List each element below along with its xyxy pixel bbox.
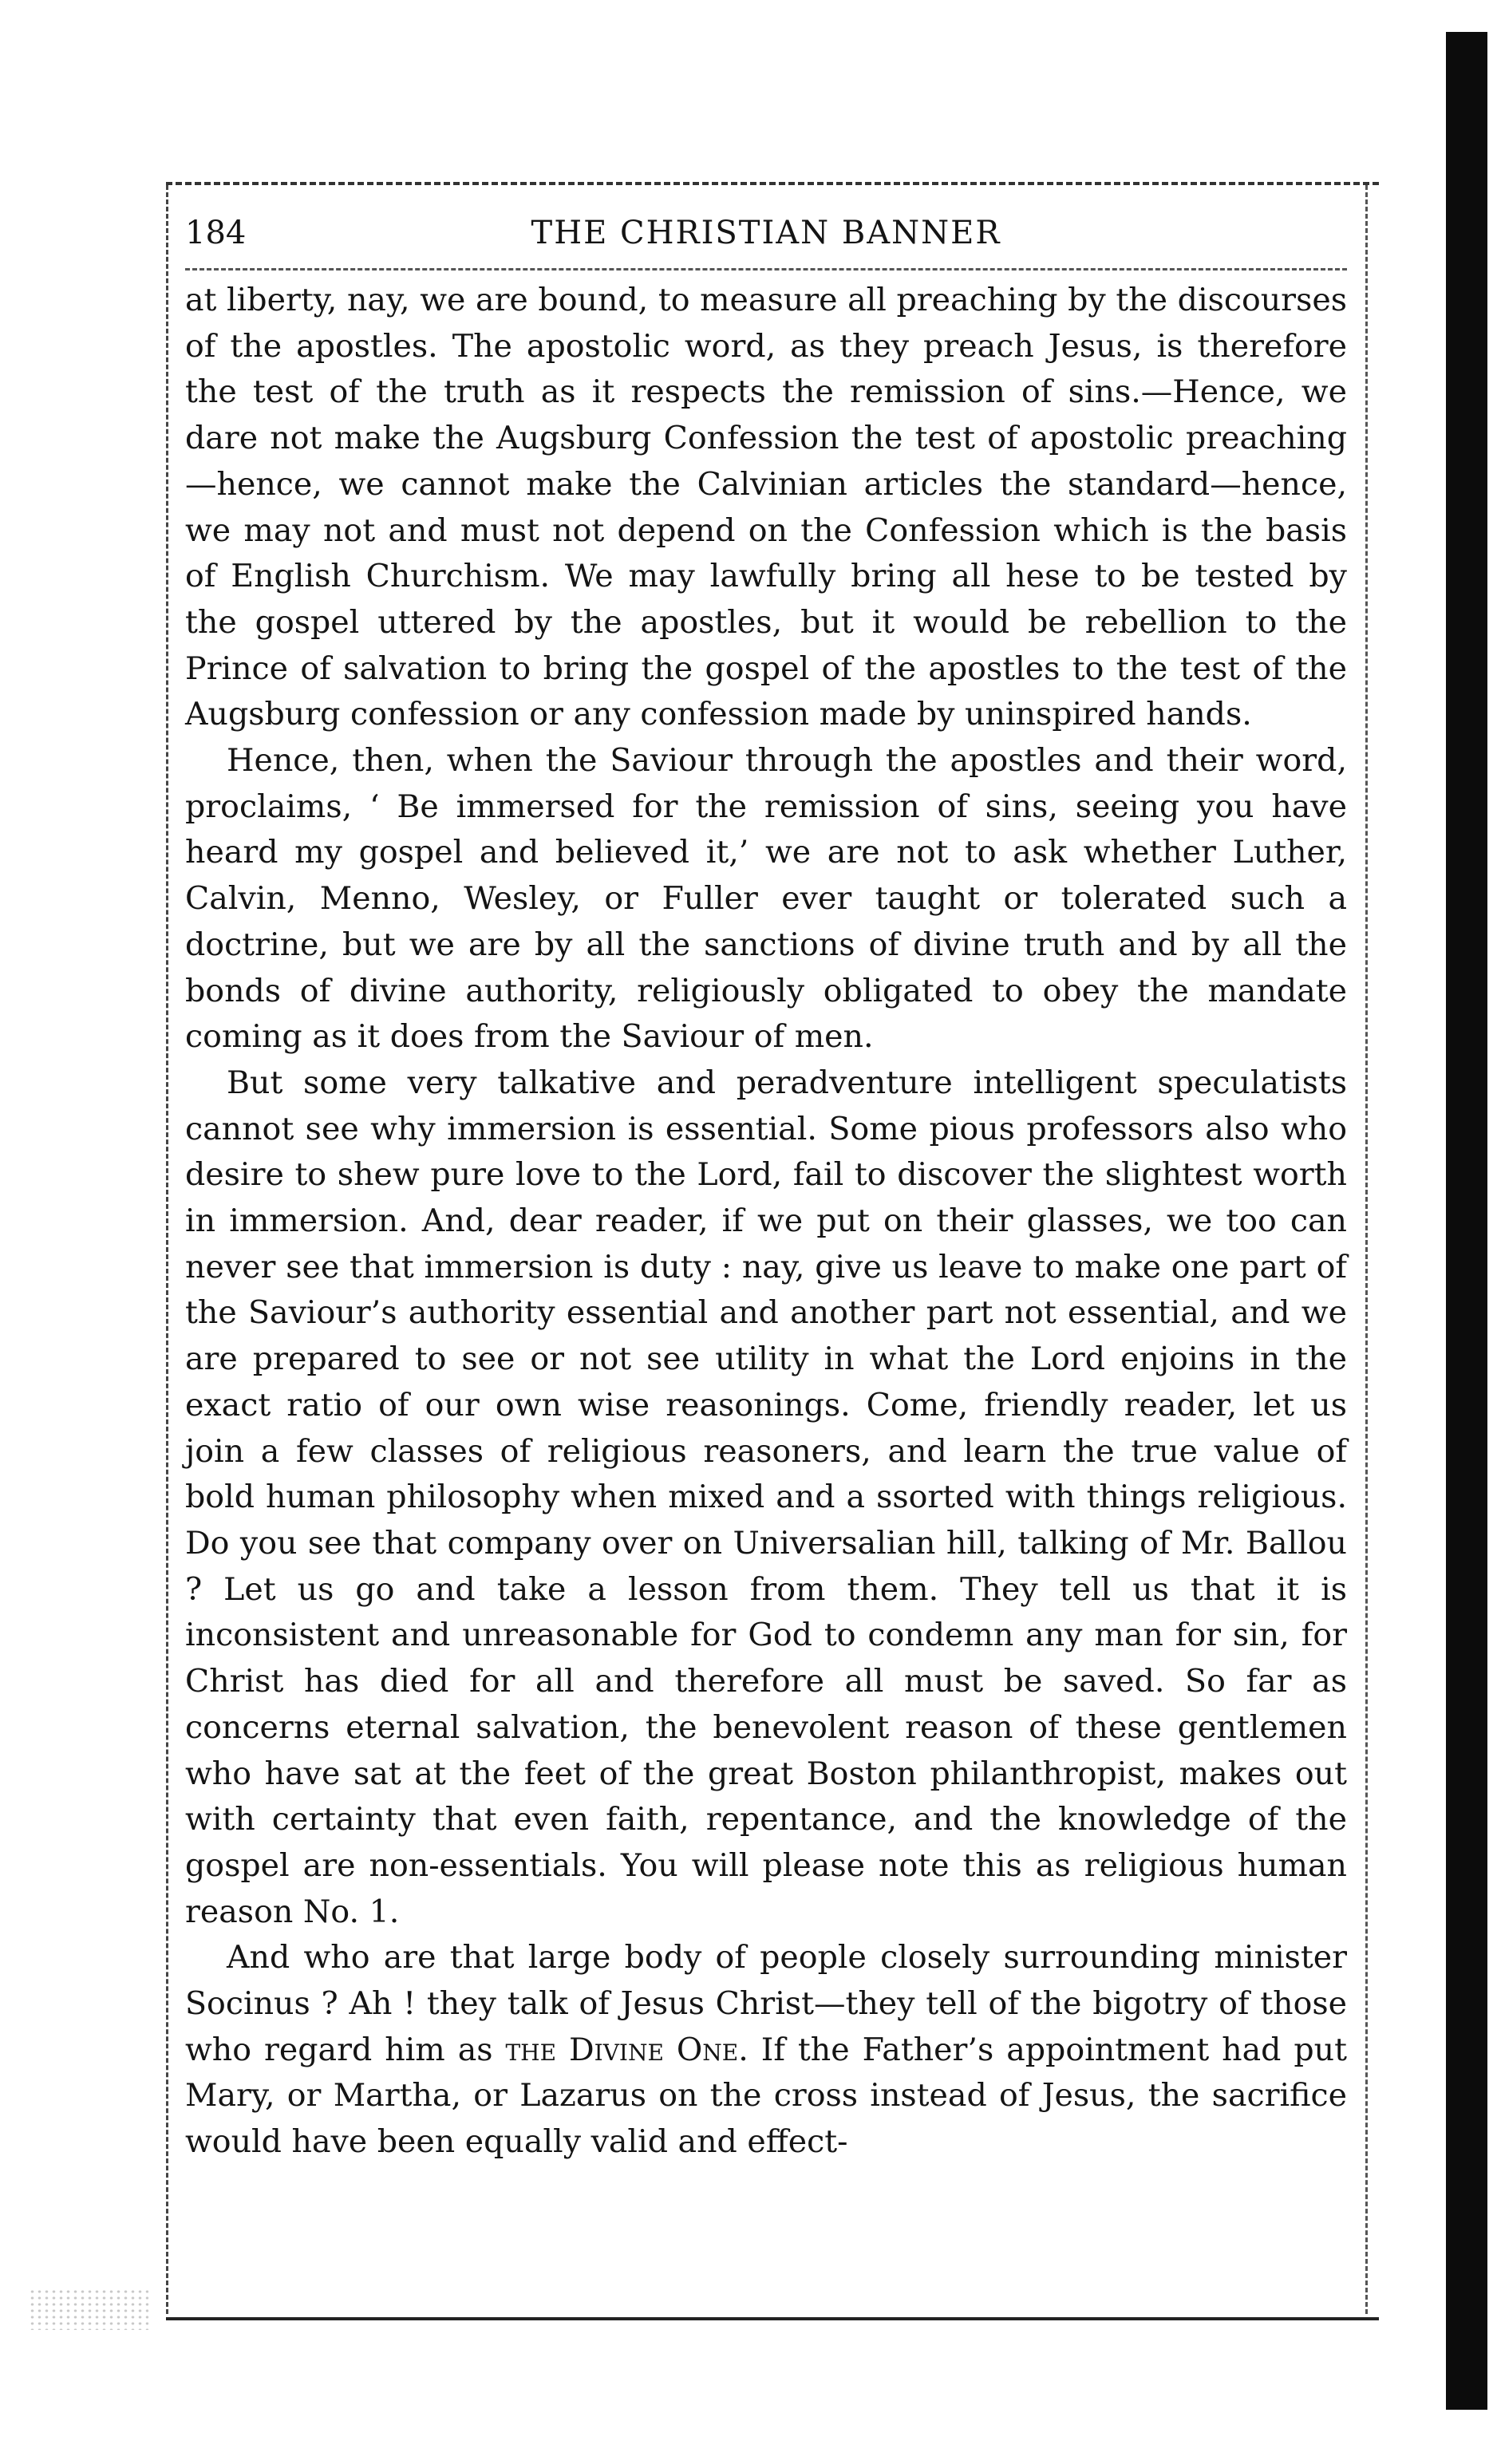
paragraph: But some very talkative and peradventure intelligent speculatists cannot see why immersion is essential. Some pious professors also who desire to shew pure love to the Lord, fail to discover the slightest worth in immersion. And, dear reader, if we put on their glasses, we too can never see that immersion is duty : nay, give us leave to make one part of the Saviour’s authority essential and another part not essential, and we are prepared to see or not see utility in what the Lord enjoins in the exact ratio of our own wise reasonings. Come, friendly reader, let us join a few classes of religious reasoners, and learn the true value of bold human philosophy when mixed and a ssorted with things religious. Do you see that company over on Universalian hill, talking of Mr. Ballou ? Let us go and take a lesson from them. They tell us that it is inconsistent and unreasonable for God to condemn any man for sin, for Christ has died for all and therefore all must be saved. So far as concerns eternal salvation, the benevolent reason of these gentlemen who have sat at the feet of the great Boston philanthropist, makes out with certainty that even faith, repentance, and the knowledge of the gospel are non-essentials. You will please note this as religious human reason No. 1. <box>185 1064 1347 1930</box>
paragraph: at liberty, nay, we are bound, to measure all preaching by the discourses of the apostles. The apostolic word, as they preach Jesus, is therefore the test of the truth as it respects the remission of sins.—Hence, we dare not make the Augsburg Confession the test of apostolic preaching—hence, we cannot make the Calvinian articles the standard—hence, we may not and must not depend on the Confession which is the basis of English Churchism. We may lawfully bring all hese to be tested by the gospel uttered by the apostles, but it would be rebellion to the Prince of salvation to bring the gospel of the apostles to the test of the Augsburg confession or any confession made by uninspired hands. <box>185 282 1347 733</box>
paragraph: Hence, then, when the Saviour through the apostles and their word, proclaims, ‘ Be immersed for the remission of sins, seeing you have heard my gospel and believed it,’ we are not to ask whether Luther, Calvin, Menno, Wesley, or Fuller ever taught or tolerated such a doctrine, but we are by all the sanctions of divine truth and by all the bonds of divine authority, religiously obligated to obey the mandate coming as it does from the Saviour of men. <box>185 742 1347 1056</box>
running-title: THE CHRISTIAN BANNER <box>531 215 1001 251</box>
scanned-page-edge <box>1446 32 1487 2410</box>
page-header <box>185 204 1347 260</box>
page-number: 184 <box>185 215 247 251</box>
scan-speckle <box>29 2288 148 2330</box>
bottom-border-rule <box>166 2317 1379 2320</box>
paragraph-text: And who are that large body of people closely surrounding minister Socinus ? Ah ! they talk of Jesus Christ—they tell of the bigotry of those who regard him as <box>185 1939 1347 2068</box>
header-rule <box>185 268 1347 270</box>
article-body <box>185 278 1347 2166</box>
small-caps-phrase: the Divine One <box>505 2031 739 2068</box>
paragraph-text: . If the Father’s appointment had put Mary, or Martha, or Lazarus on the cross instead of Jesus, the sacrifice would have been equally valid and effect- <box>185 2031 1347 2161</box>
paragraph <box>185 1935 1347 2166</box>
